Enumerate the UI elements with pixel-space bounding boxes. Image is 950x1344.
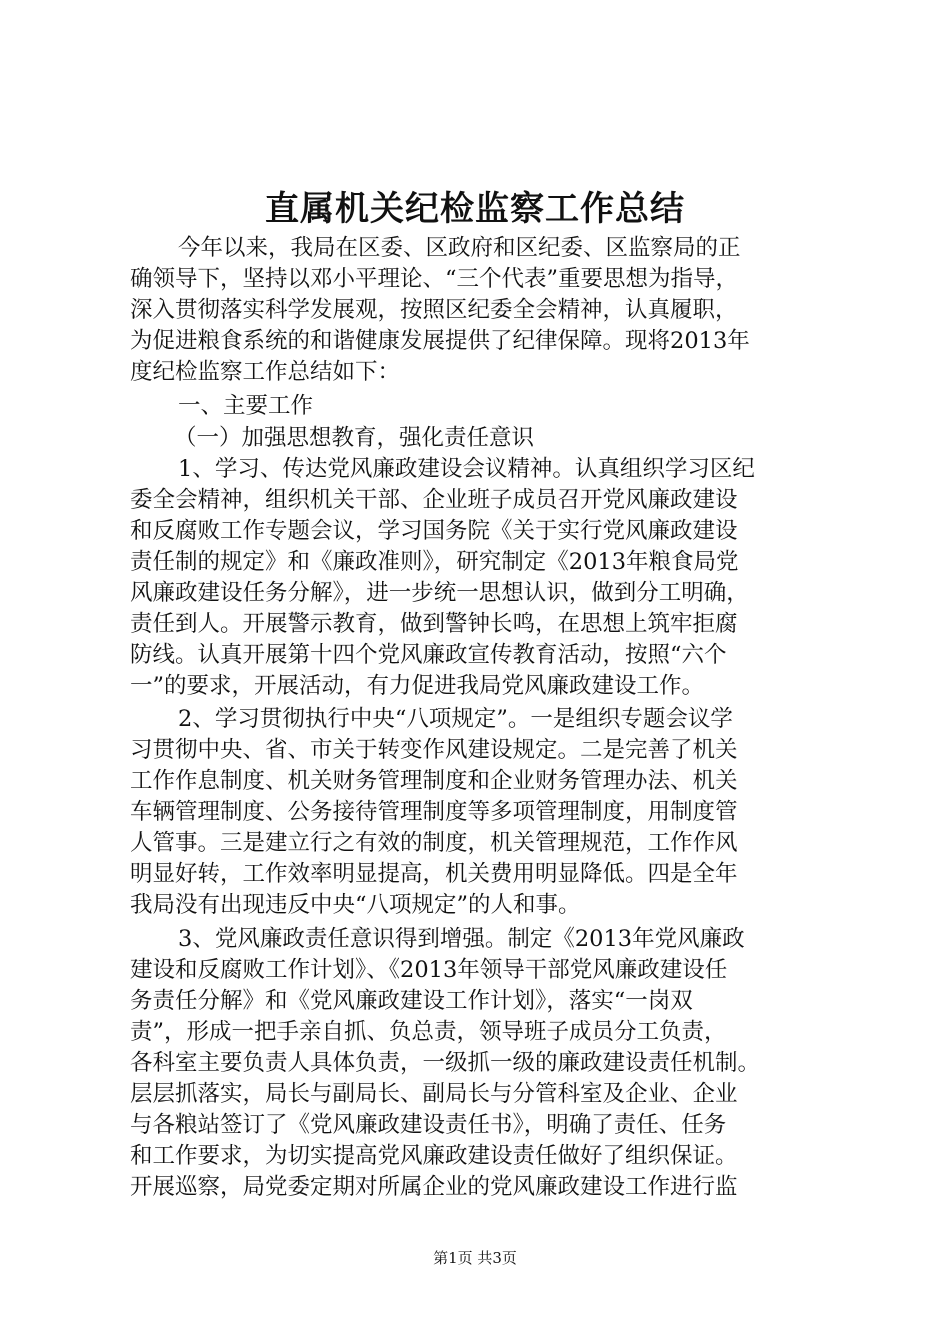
text-line: 开展巡察，局党委定期对所属企业的党风廉政建设工作进行监 <box>130 1174 738 1200</box>
text-line: 习贯彻中央、省、市关于转变作风建设规定。二是完善了机关 <box>130 737 738 763</box>
page-number-footer: 第1页 共3页 <box>433 1249 517 1267</box>
text-line: 车辆管理制度、公务接待管理制度等多项管理制度，用制度管 <box>130 799 738 825</box>
text-line: 和反腐败工作专题会议，学习国务院《关于实行党风廉政建设 <box>130 518 738 544</box>
document-title: 直属机关纪检监察工作总结 <box>265 189 685 229</box>
text-line: 各科室主要负责人具体负责，一级抓一级的廉政建设责任机制。 <box>130 1050 761 1076</box>
text-line: 与各粮站签订了《党风廉政建设责任书》，明确了责任、任务 <box>130 1112 727 1138</box>
text-line: 深入贯彻落实科学发展观，按照区纪委全会精神，认真履职， <box>130 297 738 323</box>
text-line: 务责任分解》和《党风廉政建设工作计划》，落实“一岗双 <box>130 988 693 1014</box>
subsection-heading: （一）加强思想教育，强化责任意识 <box>174 425 535 451</box>
text-line: 2、学习贯彻执行中央“八项规定”。一是组织专题会议学 <box>178 706 733 732</box>
text-line: 1、学习、传达党风廉政建设会议精神。认真组织学习区纪 <box>178 456 755 482</box>
text-line: 3、党风廉政责任意识得到增强。制定《2013年党风廉政 <box>178 926 745 952</box>
text-line: 我局没有出现违反中央“八项规定”的人和事。 <box>130 892 581 918</box>
text-line: 责”，形成一把手亲自抓、负总责，领导班子成员分工负责， <box>130 1019 727 1045</box>
text-line: 和工作要求，为切实提高党风廉政建设责任做好了组织保证。 <box>130 1143 738 1169</box>
text-line: 今年以来，我局在区委、区政府和区纪委、区监察局的正 <box>178 235 741 261</box>
text-line: 度纪检监察工作总结如下： <box>130 359 401 385</box>
text-line: 责任到人。开展警示教育，做到警钟长鸣，在思想上筑牢拒腐 <box>130 611 738 637</box>
text-line: 为促进粮食系统的和谐健康发展提供了纪律保障。现将2013年 <box>130 328 750 354</box>
text-line: 层层抓落实，局长与副局长、副局长与分管科室及企业、企业 <box>130 1081 738 1107</box>
text-line: 责任制的规定》和《廉政准则》，研究制定《2013年粮食局党 <box>130 549 739 575</box>
section-heading: 一、主要工作 <box>178 393 314 419</box>
text-line: 明显好转，工作效率明显提高，机关费用明显降低。四是全年 <box>130 861 738 887</box>
text-line: 工作作息制度、机关财务管理制度和企业财务管理办法、机关 <box>130 768 738 794</box>
text-line: 防线。认真开展第十四个党风廉政宣传教育活动，按照“六个 <box>130 642 727 668</box>
text-line: 一”的要求，开展活动，有力促进我局党风廉政建设工作。 <box>130 673 705 699</box>
text-line: 建设和反腐败工作计划》、《2013年领导干部党风廉政建设任 <box>130 957 728 983</box>
text-line: 委全会精神，组织机关干部、企业班子成员召开党风廉政建设 <box>130 487 738 513</box>
text-line: 确领导下，坚持以邓小平理论、“三个代表”重要思想为指导， <box>130 266 739 292</box>
text-line: 风廉政建设任务分解》，进一步统一思想认识，做到分工明确， <box>130 580 749 606</box>
text-line: 人管事。三是建立行之有效的制度，机关管理规范，工作作风 <box>130 830 738 856</box>
